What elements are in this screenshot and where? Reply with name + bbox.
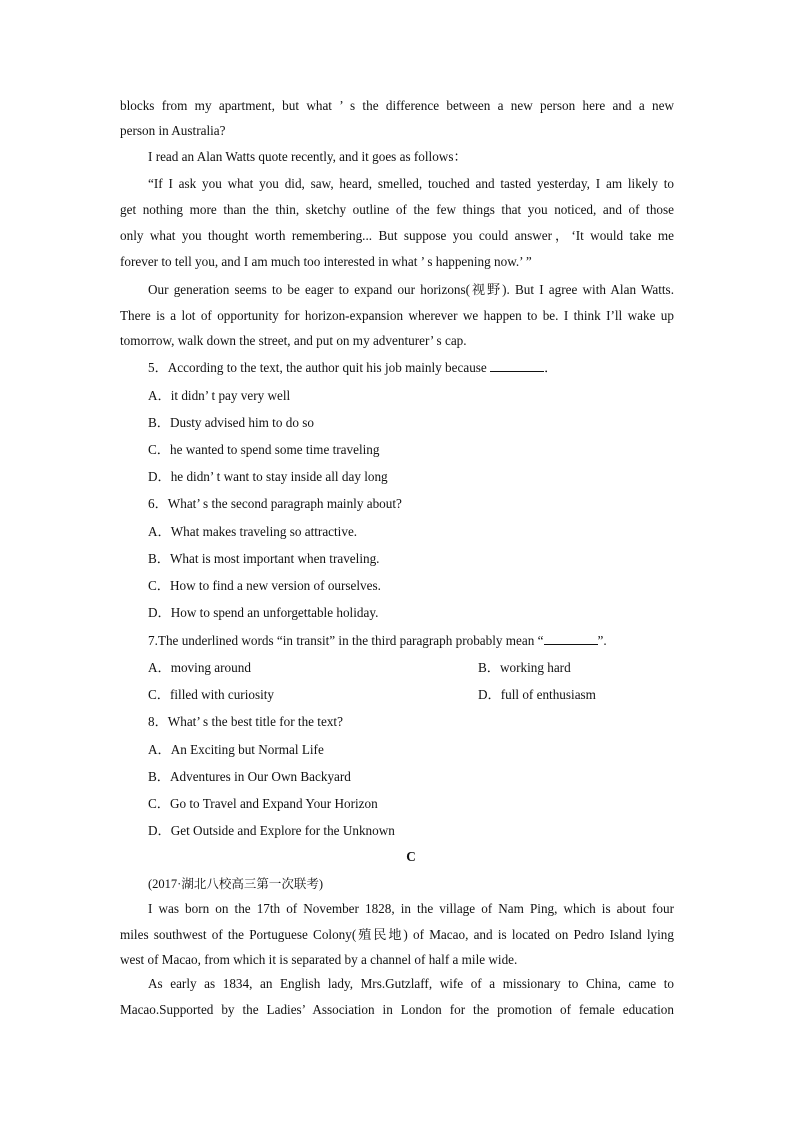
passage-text-line: I was born on the 17th of November 1828, in the village of Nam Ping, which is about four bbox=[148, 901, 674, 916]
answer-blank bbox=[544, 632, 598, 645]
passage-text-line: west of Macao, from which it is separated by a channel of half a mile wide. bbox=[120, 952, 518, 967]
passage-text-line: blocks from my apartment, but what ’ s the difference between a new person here and a new bbox=[120, 98, 674, 113]
option-b: B．What is most important when traveling. bbox=[148, 551, 380, 566]
quote-line: “If I ask you what you did, saw, heard, smelled, touched and tasted yesterday, I am likely to bbox=[148, 176, 674, 191]
passage-text-line: Our generation seems to be eager to expand our horizons(视野). But I agree with Alan Watts. bbox=[148, 282, 674, 297]
option-a: A．moving around bbox=[148, 660, 251, 675]
quote-line: get nothing more than the thin, sketchy outline of the few things that you noticed, and of those bbox=[120, 202, 674, 217]
question-stem-text: 5．According to the text, the author quit his job mainly because bbox=[148, 360, 487, 375]
passage-text-line: person in Australia? bbox=[120, 123, 226, 138]
passage-text-line: Macao.Supported by the Ladies’ Association in London for the promotion of female education bbox=[120, 1002, 674, 1017]
quote-line: forever to tell you, and I am much too interested in what ’ s happening now.’ ” bbox=[120, 254, 532, 269]
option-c: C．he wanted to spend some time traveling bbox=[148, 442, 380, 457]
question-8-stem: 8．What’ s the best title for the text? bbox=[148, 714, 343, 729]
option-b: B．Adventures in Our Own Backyard bbox=[148, 769, 351, 784]
question-6-stem: 6．What’ s the second paragraph mainly about? bbox=[148, 496, 402, 511]
option-b: B．working hard bbox=[478, 660, 571, 675]
option-c: C．Go to Travel and Expand Your Horizon bbox=[148, 796, 378, 811]
section-heading: C bbox=[406, 849, 416, 864]
option-d: D．he didn’ t want to stay inside all day long bbox=[148, 469, 388, 484]
question-5-stem bbox=[148, 358, 557, 378]
option-d: D．Get Outside and Explore for the Unknown bbox=[148, 823, 395, 838]
passage-text-line: miles southwest of the Portuguese Colony(殖民地) of Macao, and is located on Pedro Island lying bbox=[120, 927, 674, 942]
option-d: D．How to spend an unforgettable holiday. bbox=[148, 605, 379, 620]
question-stem-end: ． bbox=[544, 360, 558, 375]
passage-text-line: There is a lot of opportunity for horizon-expansion wherever we happen to be. I think I’ll wake up bbox=[120, 308, 674, 323]
option-d: D．full of enthusiasm bbox=[478, 687, 596, 702]
passage-text-line: As early as 1834, an English lady, Mrs.Gutzlaff, wife of a missionary to China, came to bbox=[148, 976, 674, 991]
answer-blank bbox=[490, 359, 544, 372]
passage-text-line: I read an Alan Watts quote recently, and it goes as follows： bbox=[148, 149, 467, 164]
option-a: A．An Exciting but Normal Life bbox=[148, 742, 324, 757]
option-b: B．Dusty advised him to do so bbox=[148, 415, 314, 430]
option-a: A．it didn’ t pay very well bbox=[148, 388, 291, 403]
source-citation: (2017·湖北八校高三第一次联考) bbox=[148, 877, 323, 891]
question-stem-text: 7.The underlined words “in transit” in the third paragraph probably mean “ bbox=[148, 633, 544, 648]
option-c: C．filled with curiosity bbox=[148, 687, 275, 702]
quote-line: only what you thought worth remembering... But suppose you could answer，‘It would take me bbox=[120, 228, 674, 243]
option-a: A．What makes traveling so attractive. bbox=[148, 524, 358, 539]
question-7-stem bbox=[148, 631, 607, 651]
option-c: C．How to find a new version of ourselves. bbox=[148, 578, 381, 593]
question-stem-end: ”. bbox=[597, 633, 607, 648]
passage-text-line: tomorrow, walk down the street, and put on my adventurer’ s cap. bbox=[120, 333, 467, 348]
